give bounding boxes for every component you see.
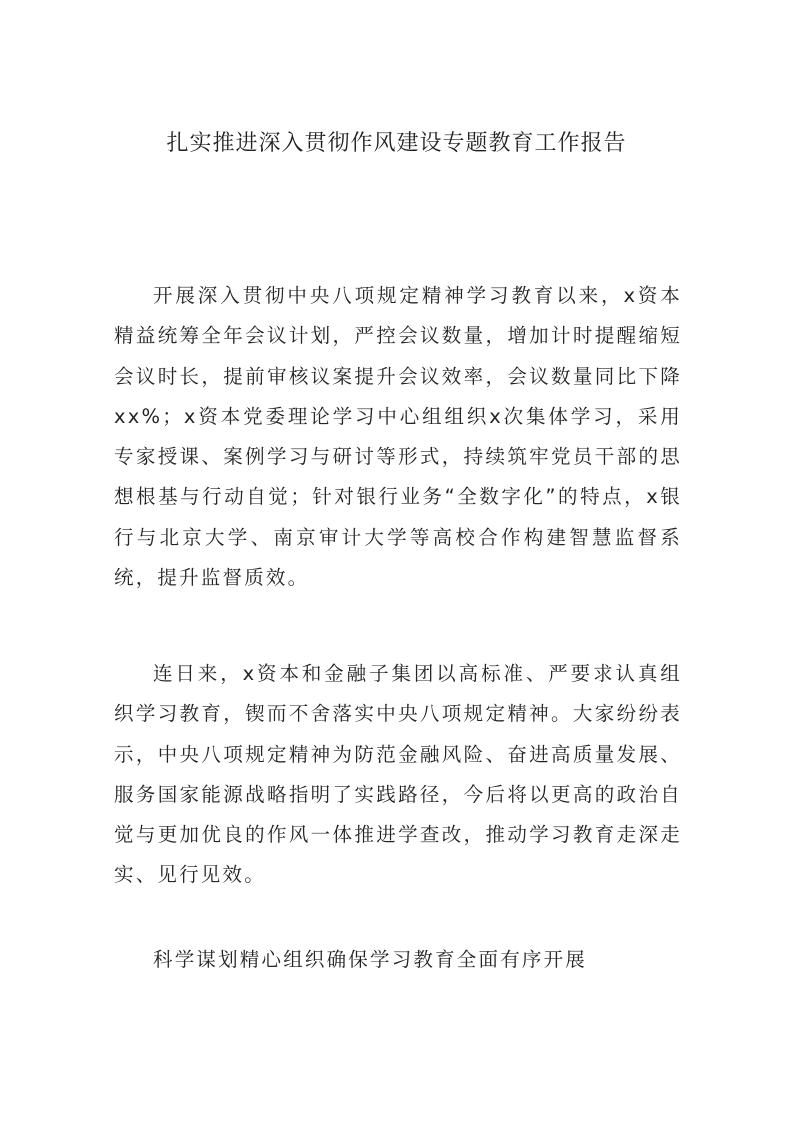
document-title: 扎实推进深入贯彻作风建设专题教育工作报告 [166,131,627,156]
paragraph-2: 连日来，x资本和金融子集团以高标准、严要求认真组织学习教育，锲而不舍落实中央八项规定精神。大家纷纷表示，中央八项规定精神为防范金融风险、奋进高质量发展、服务国家能源战略指明了实践路径，今后将以更高的政治自觉与更加优良的作风一体推进学查改，推动学习教育走深走实、见行见效。 [114,662,682,887]
paragraph-1: 开展深入贯彻中央八项规定精神学习教育以来，x资本精益统筹全年会议计划，严控会议数量，增加计时提醒缩短会议时长，提前审核议案提升会议效率，会议数量同比下降xx%；x资本党委理论学习中心组组织x次集体学习，采用专家授课、案例学习与研讨等形式，持续筑牢党员干部的思想根基与行动自觉；针对银行业务“全数字化”的特点，x银行与北京大学、南京审计大学等高校合作构建智慧监督系统，提升监督质效。 [114,284,682,590]
section-heading: 科学谋划精心组织确保学习教育全面有序开展 [153,948,588,971]
